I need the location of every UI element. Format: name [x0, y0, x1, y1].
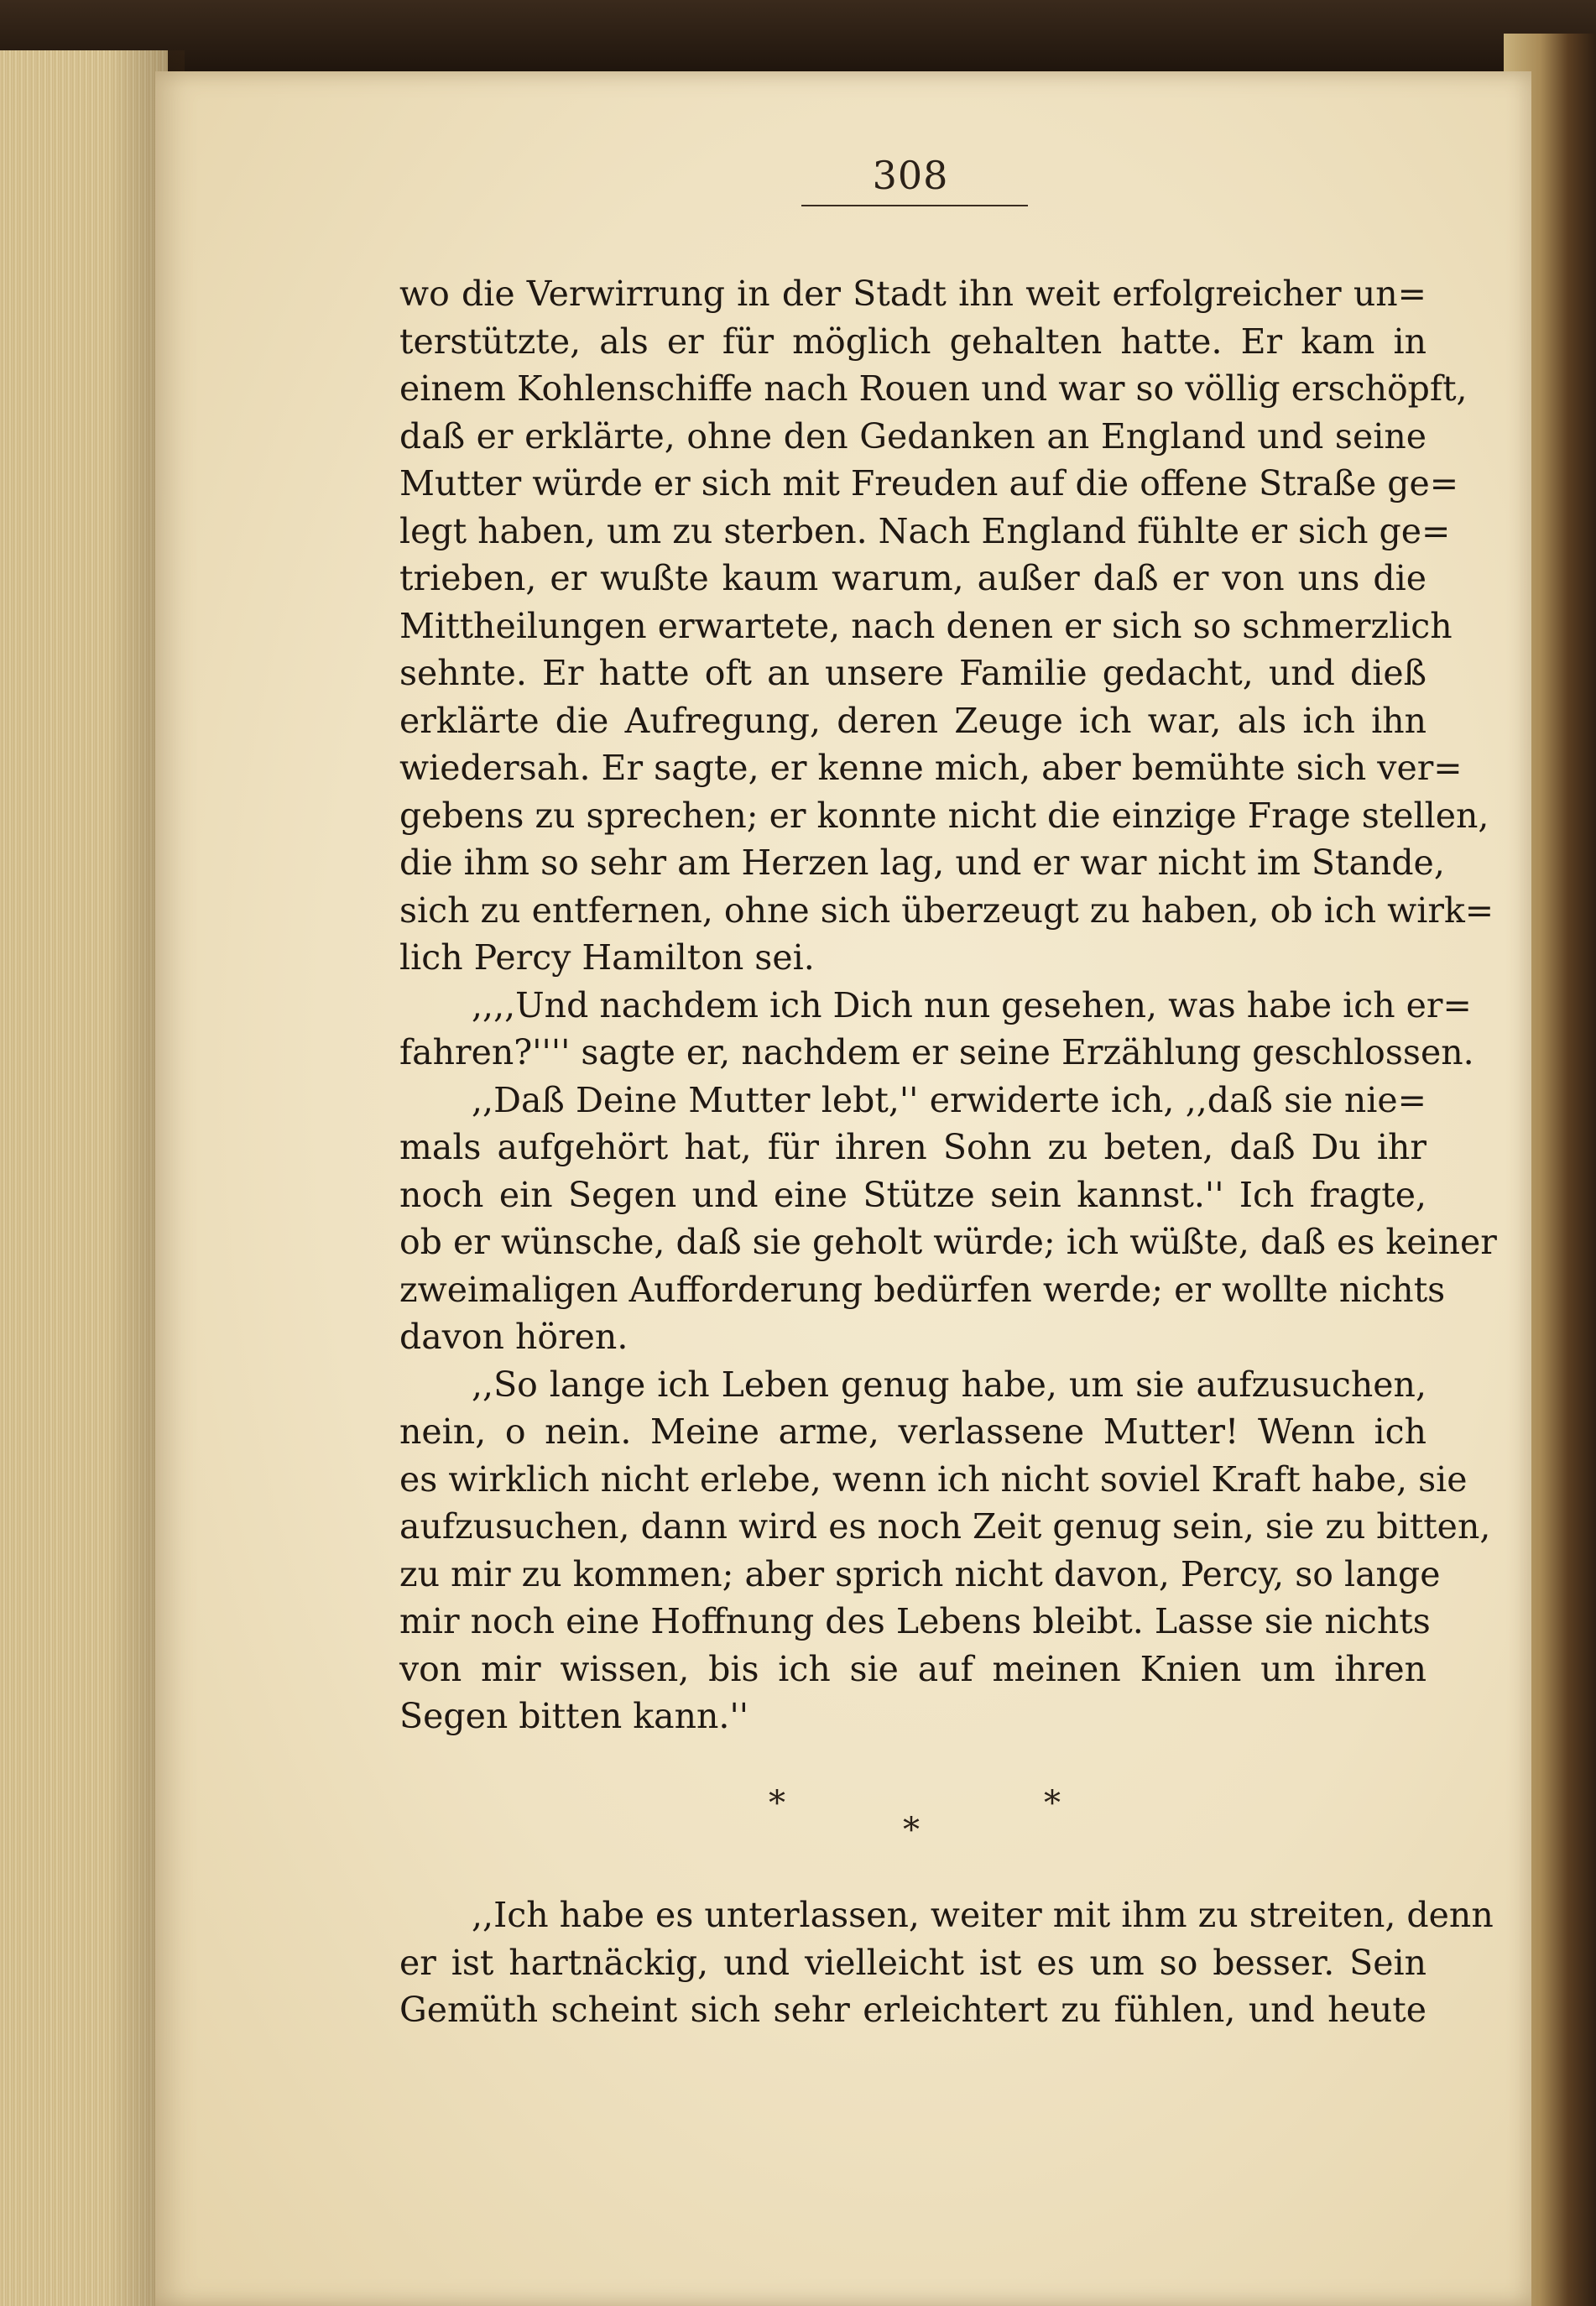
- text-line: ,,,,Und nachdem ich Dich nun gesehen, was habe ich er=: [472, 984, 1472, 1025]
- separator-asterisk: *: [769, 1784, 785, 1823]
- text-line: nein, o nein. Meine arme, verlassene Mutter! Wenn ich: [399, 1411, 1426, 1452]
- page-number: 308: [872, 153, 949, 198]
- text-line: zweimaligen Aufforderung bedürfen werde; er wollte nichts: [399, 1269, 1446, 1310]
- text-line: mals aufgehört hat, für ihren Sohn zu beten, daß Du ihr: [399, 1127, 1426, 1167]
- text-line: sehnte. Er hatte oft an unsere Familie gedacht, und dieß: [399, 653, 1426, 693]
- separator-asterisk: *: [903, 1811, 920, 1849]
- text-line: ob er wünsche, daß sie geholt würde; ich wüßte, daß es keiner: [399, 1222, 1497, 1262]
- text-block-top: [399, 270, 1497, 1740]
- text-line: mir noch eine Hoffnung des Lebens bleibt. Lasse sie nichts: [399, 1601, 1431, 1641]
- text-line: Segen bitten kann.'': [399, 1696, 748, 1736]
- text-line: Mittheilungen erwartete, nach denen er sich so schmerzlich: [399, 605, 1453, 646]
- text-line: ,,So lange ich Leben genug habe, um sie aufzusuchen,: [472, 1364, 1426, 1405]
- text-line: sich zu entfernen, ohne sich überzeugt zu haben, ob ich wirk=: [399, 890, 1494, 931]
- header-rule: [801, 205, 1028, 206]
- text-line: einem Kohlenschiffe nach Rouen und war so völlig erschöpft,: [399, 368, 1468, 409]
- text-line: terstützte, als er für möglich gehalten hatte. Er kam in: [399, 321, 1426, 362]
- text-line: daß er erklärte, ohne den Gedanken an England und seine: [399, 415, 1426, 457]
- text-line: lich Percy Hamilton sei.: [399, 937, 815, 978]
- text-line: Mutter würde er sich mit Freuden auf die offene Straße ge=: [399, 463, 1459, 503]
- separator-asterisk: *: [1044, 1784, 1061, 1823]
- text-line: wiedersah. Er sagte, er kenne mich, aber bemühte sich ver=: [399, 748, 1463, 788]
- text-line: von mir wissen, bis ich sie auf meinen Knien um ihren: [399, 1648, 1426, 1689]
- text-line: legt haben, um zu sterben. Nach England fühlte er sich ge=: [399, 510, 1451, 551]
- text-line: fahren?'''' sagte er, nachdem er seine Erzählung geschlossen.: [399, 1032, 1474, 1072]
- text-line: erklärte die Aufregung, deren Zeuge ich war, als ich ihn: [399, 700, 1426, 741]
- text-line: Gemüth scheint sich sehr erleichtert zu fühlen, und heute: [399, 1990, 1426, 2030]
- text-line: aufzusuchen, dann wird es noch Zeit genug sein, sie zu bitten,: [399, 1506, 1491, 1547]
- text-block-bottom: [399, 1891, 1494, 2034]
- text-line: es wirklich nicht erlebe, wenn ich nicht soviel Kraft habe, sie: [399, 1458, 1468, 1500]
- text-line: zu mir zu kommen; aber sprich nicht davon, Percy, so lange: [399, 1553, 1441, 1594]
- text-line: wo die Verwirrung in der Stadt ihn weit erfolgreicher un=: [399, 274, 1426, 314]
- text-line: noch ein Segen und eine Stütze sein kannst.'' Ich fragte,: [399, 1174, 1426, 1215]
- text-line: davon hören.: [399, 1317, 628, 1357]
- section-separator: [399, 1784, 1426, 1860]
- book-top-edge: [0, 0, 1596, 76]
- text-line: ,,Daß Deine Mutter lebt,'' erwiderte ich, ,,daß sie nie=: [472, 1079, 1426, 1120]
- text-line: die ihm so sehr am Herzen lag, und er war nicht im Stande,: [399, 843, 1445, 883]
- text-line: trieben, er wußte kaum warum, außer daß er von uns die: [399, 558, 1426, 598]
- text-line: gebens zu sprechen; er konnte nicht die einzige Frage stellen,: [399, 795, 1489, 836]
- text-line: er ist hartnäckig, und vielleicht ist es um so besser. Sein: [399, 1942, 1426, 1983]
- text-line: ,,Ich habe es unterlassen, weiter mit ihm zu streiten, denn: [472, 1895, 1494, 1935]
